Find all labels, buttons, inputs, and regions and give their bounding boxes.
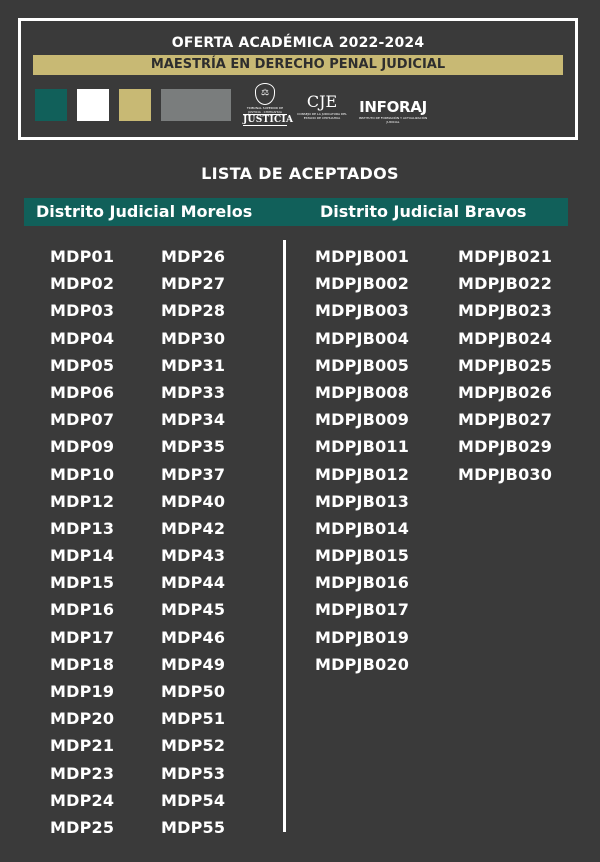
cje-logo-word: CJE [306, 92, 338, 111]
list-item: MDP52 [161, 736, 226, 756]
color-swatch-white [77, 89, 109, 121]
list-item: MDPJB019 [315, 627, 410, 647]
list-item: MDP54 [161, 790, 226, 810]
district-bravos-title: Distrito Judicial Bravos [320, 202, 527, 221]
list-item: MDPJB009 [315, 410, 410, 430]
list-item: MDP31 [161, 355, 226, 375]
list-item: MDPJB004 [315, 328, 410, 348]
list-item: MDPJB021 [458, 247, 553, 266]
list-item: MDP49 [161, 654, 226, 674]
color-swatch-green [35, 89, 67, 121]
list-item: MDP13 [50, 518, 115, 538]
list-item: MDP07 [50, 410, 115, 430]
list-item: MDP10 [50, 464, 115, 484]
list-item: MDP01 [50, 247, 115, 266]
list-item: MDPJB011 [315, 437, 410, 457]
justicia-logo-subtext: TRIBUNAL SUPERIOR DE JUSTICIA · CHIHUAHUA [246, 106, 284, 114]
list-item: MDPJB027 [458, 410, 553, 430]
list-item: MDP27 [161, 274, 226, 294]
list-item: MDP04 [50, 328, 115, 348]
inforaj-logo-word: INFORAJ [359, 98, 427, 116]
list-item: MDP05 [50, 355, 115, 375]
list-item: MDP02 [50, 274, 115, 294]
list-item: MDP40 [161, 491, 226, 511]
list-item: MDP06 [50, 382, 115, 402]
list-item: MDP14 [50, 546, 115, 566]
list-item: MDPJB024 [458, 328, 553, 348]
list-item: MDPJB016 [315, 573, 410, 593]
list-item: MDPJB008 [315, 382, 410, 402]
scale-seal-icon: ⚖ [255, 83, 275, 105]
list-item: MDPJB025 [458, 355, 553, 375]
bravos-list-col1 [315, 243, 409, 678]
list-item: MDPJB017 [315, 600, 410, 620]
list-item: MDP03 [50, 301, 115, 321]
program-name: MAESTRÍA EN DERECHO PENAL JUDICIAL [33, 55, 563, 75]
list-item: MDP30 [161, 328, 226, 348]
list-item: MDP42 [161, 518, 226, 538]
list-item: MDPJB020 [315, 654, 410, 674]
list-item: MDP24 [50, 790, 115, 810]
list-item: MDP33 [161, 382, 226, 402]
list-item: MDP25 [50, 817, 115, 837]
offer-title: OFERTA ACADÉMICA 2022-2024 [171, 35, 425, 51]
list-item: MDPJB013 [315, 491, 410, 511]
inforaj-logo-subtext: INSTITUTO DE FORMACIÓN Y ACTUALIZACIÓN JUDICIAL [358, 116, 428, 124]
color-swatch-gray [161, 89, 231, 121]
list-item: MDP55 [161, 817, 226, 837]
list-item: MDPJB005 [315, 355, 410, 375]
list-item: MDP50 [161, 682, 226, 701]
list-item: MDPJB029 [458, 437, 553, 457]
list-item: MDPJB002 [315, 274, 410, 294]
list-item: MDP34 [161, 410, 226, 430]
list-item: MDPJB012 [315, 464, 410, 484]
morelos-list-col2 [161, 243, 225, 841]
list-item: MDP09 [50, 437, 115, 457]
list-item: MDP28 [161, 301, 226, 321]
list-item: MDP53 [161, 763, 226, 783]
column-divider [283, 240, 286, 832]
list-item: MDPJB023 [458, 301, 553, 321]
list-item: MDP19 [50, 682, 115, 701]
color-swatch-gold [119, 89, 151, 121]
list-item: MDPJB022 [458, 274, 553, 294]
list-item: MDP43 [161, 546, 226, 566]
justicia-logo [243, 83, 294, 129]
list-item: MDP17 [50, 627, 115, 647]
district-morelos-title: Distrito Judicial Morelos [36, 202, 253, 221]
list-item: MDP35 [161, 437, 226, 457]
list-item: MDPJB001 [315, 247, 410, 266]
header-box [18, 18, 578, 140]
list-item: MDP46 [161, 627, 226, 647]
list-item: MDPJB014 [315, 518, 410, 538]
list-title: LISTA DE ACEPTADOS [201, 164, 399, 183]
list-item: MDP15 [50, 573, 115, 593]
list-item: MDP45 [161, 600, 226, 620]
list-item: MDP26 [161, 247, 226, 266]
list-item: MDP23 [50, 763, 115, 783]
bravos-list-col2 [458, 243, 552, 488]
list-item: MDPJB015 [315, 546, 410, 566]
list-item: MDPJB030 [458, 464, 553, 484]
list-item: MDPJB026 [458, 382, 553, 402]
list-item: MDP21 [50, 736, 115, 756]
list-item: MDP16 [50, 600, 115, 620]
cje-logo-subtext: CONSEJO DE LA JUDICATURA DEL ESTADO DE CHIHUAHUA [297, 112, 347, 120]
cje-logo [293, 93, 351, 120]
list-item: MDP37 [161, 464, 226, 484]
morelos-list-col1 [50, 243, 114, 841]
list-item: MDP12 [50, 491, 115, 511]
justicia-logo-word: JUSTICIA [243, 115, 294, 125]
list-item: MDPJB003 [315, 301, 410, 321]
list-item: MDP18 [50, 654, 115, 674]
district-header-bar [24, 198, 568, 226]
list-item: MDP20 [50, 709, 115, 729]
inforaj-logo [353, 99, 433, 124]
list-item: MDP44 [161, 573, 226, 593]
list-item: MDP51 [161, 709, 226, 729]
